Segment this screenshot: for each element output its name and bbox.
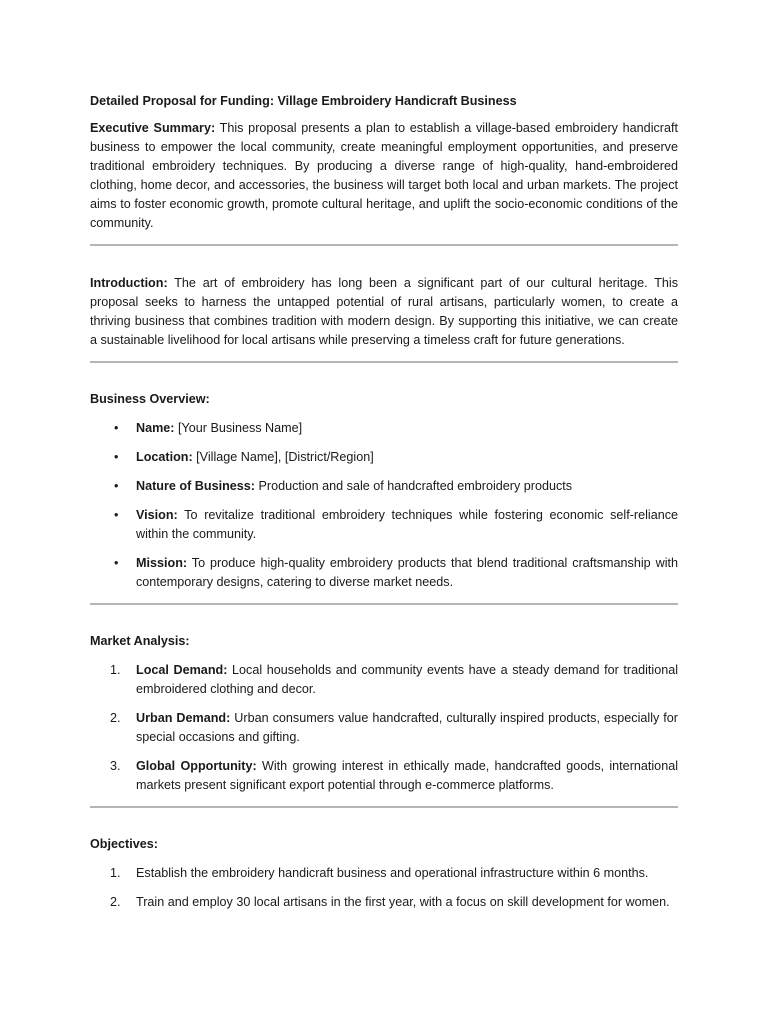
document-page — [90, 92, 678, 912]
list-item — [90, 893, 678, 912]
item-label: Mission: — [136, 556, 188, 570]
bullet-marker: • — [114, 508, 119, 522]
number-marker: 2. — [110, 711, 121, 725]
section-divider — [90, 244, 678, 246]
number-marker: 1. — [110, 866, 121, 880]
item-text: To produce high-quality embroidery products that blend traditional craftsmanship with contemporary designs, catering to diverse market needs. — [136, 556, 678, 589]
list-item — [90, 506, 678, 544]
market-analysis-heading: Market Analysis: — [90, 634, 190, 648]
section-divider — [90, 806, 678, 808]
item-label: Name: — [136, 421, 175, 435]
number-marker: 3. — [110, 759, 121, 773]
list-item — [90, 709, 678, 747]
executive-summary-text: This proposal presents a plan to establish a village-based embroidery handicraft business to empower the local community, create meaningful employment opportunities, and preserve traditional embroidery techniques. By producing a diverse range of high-quality, hand-embroidered clothing, home decor, and accessories, the business will target both local and urban markets. The project aims to foster economic growth, promote cultural heritage, and uplift the socio-economic conditions of the community. — [90, 121, 678, 230]
item-label: Vision: — [136, 508, 178, 522]
item-text: With growing interest in ethically made, handcrafted goods, international markets present significant export potential through e-commerce platforms. — [136, 759, 678, 792]
section-divider — [90, 361, 678, 363]
bullet-marker: • — [114, 421, 119, 435]
executive-summary-paragraph — [90, 119, 678, 233]
section-divider — [90, 603, 678, 605]
introduction-text: The art of embroidery has long been a significant part of our cultural heritage. This proposal seeks to harness the untapped potential of rural artisans, particularly women, to create a thriving business that combines tradition with modern design. By supporting this initiative, we can create a sustainable livelihood for local artisans while preserving a timeless craft for future generations. — [90, 276, 678, 347]
item-label: Nature of Business: — [136, 479, 255, 493]
introduction-paragraph — [90, 274, 678, 350]
bullet-marker: • — [114, 556, 119, 570]
introduction-label: Introduction: — [90, 276, 168, 290]
objectives-list — [90, 864, 678, 912]
item-label: Global Opportunity: — [136, 759, 257, 773]
number-marker: 2. — [110, 895, 121, 909]
executive-summary-label: Executive Summary: — [90, 121, 216, 135]
item-text: Urban consumers value handcrafted, culturally inspired products, especially for special occasions and gifting. — [136, 711, 678, 744]
number-marker: 1. — [110, 663, 121, 677]
item-text: Production and sale of handcrafted embroidery products — [258, 479, 573, 493]
list-item — [90, 864, 678, 883]
list-item — [90, 554, 678, 592]
bullet-marker: • — [114, 450, 119, 464]
list-item — [90, 419, 678, 438]
item-text: Train and employ 30 local artisans in the first year, with a focus on skill development for women. — [136, 895, 670, 909]
business-overview-heading: Business Overview: — [90, 392, 210, 406]
business-overview-list — [90, 419, 678, 592]
item-label: Local Demand: — [136, 663, 228, 677]
item-text: [Your Business Name] — [178, 421, 303, 435]
list-item — [90, 661, 678, 699]
item-label: Urban Demand: — [136, 711, 231, 725]
objectives-heading: Objectives: — [90, 837, 158, 851]
list-item — [90, 757, 678, 795]
list-item — [90, 477, 678, 496]
item-text: To revitalize traditional embroidery techniques while fostering economic self-reliance within the community. — [136, 508, 678, 541]
document-title: Detailed Proposal for Funding: Village Embroidery Handicraft Business — [90, 94, 517, 108]
item-label: Location: — [136, 450, 193, 464]
list-item — [90, 448, 678, 467]
item-text: Local households and community events have a steady demand for traditional embroidered clothing and decor. — [136, 663, 679, 696]
item-text: Establish the embroidery handicraft business and operational infrastructure within 6 months. — [136, 866, 649, 880]
market-analysis-list — [90, 661, 678, 795]
item-text: [Village Name], [District/Region] — [196, 450, 374, 464]
bullet-marker: • — [114, 479, 119, 493]
